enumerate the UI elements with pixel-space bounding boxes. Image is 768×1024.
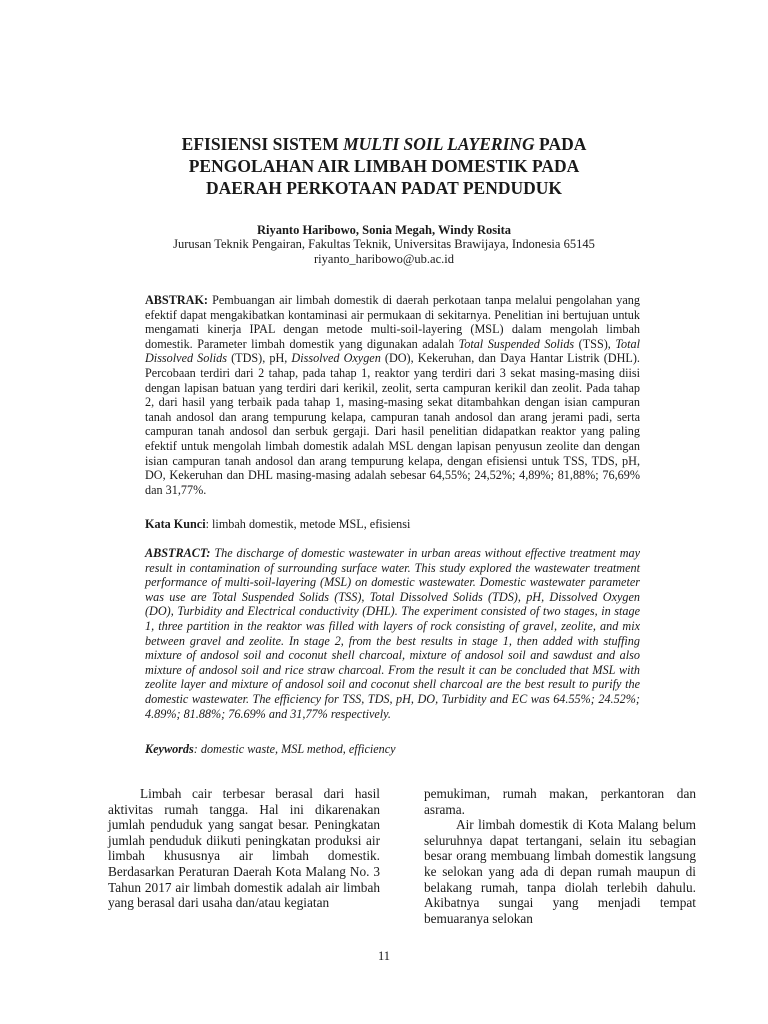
term-tss: Total Suspended Solids bbox=[458, 336, 575, 351]
affiliation-block bbox=[100, 237, 668, 267]
abstract-english: ABSTRACT: The discharge of domestic wastewater in urban areas without effective treatment may result in contamination of surrounding surface water. This study explored the wastewater treatment performance of multi-soil-layering (MSL) on domestic wastewater. Domestic wastewater parameter was use are Total Suspended Solids (TSS), Total Dissolved Solids (TDS), pH, Dissolved Oxygen (DO), Turbidity and Electrical conductivity (DHL). The experiment consisted of two stages, in stage 1, three partition in the reaktor was filled with layers of rock consisting of gravel, zeolite, and mix between gravel and zeolite. In stage 2, from the best results in stage 1, then added with stuffing mixture of andosol soil and coconut shell charcoal, mixture of andosol soil and sawdust and also mixture of andosol soil and rice straw charcoal. From the result it can be concluded that MSL with zeolite layer and mixture of andosol soil and coconut shell charcoal are the best result to purify the domestic wastewater. The efficiency for TSS, TDS, pH, DO, Turbidity and EC was 64.55%; 24.52%; 4.89%; 81.88%; 76.69% and 31,77% respectively. bbox=[145, 546, 640, 721]
keywords: Keywords: domestic waste, MSL method, efficiency bbox=[145, 742, 396, 756]
kata-kunci: Kata Kunci: limbah domestik, metode MSL, efisiensi bbox=[145, 517, 411, 531]
affiliation: Jurusan Teknik Pengairan, Fakultas Teknik, Universitas Brawijaya, Indonesia 65145 bbox=[173, 237, 595, 251]
body-paragraph: pemukiman, rumah makan, perkantoran dan asrama. bbox=[424, 786, 696, 817]
body-paragraph: Air limbah domestik di Kota Malang belum seluruhnya dapat tertangani, selain itu sebagian besar orang membuang limbah domestik langsung ke selokan yang ada di depan rumah maupun di belakang rumah, tanpa diolah terlebih dahulu. Akibatnya sungai yang menjadi tempat bemuaranya selokan bbox=[424, 817, 696, 926]
title-italic-term: MULTI SOIL LAYERING bbox=[343, 134, 535, 154]
abstract-indonesian: ABSTRAK: Pembuangan air limbah domestik di daerah perkotaan tanpa melalui pengolahan yang efektif dapat mengakibatkan kontaminasi air permukaan di sekitarnya. Penelitian ini bertujuan untuk mengamati kinerja IPAL dengan metode multi-soil-layering (MSL) dalam mengolah limbah domestik. Parameter limbah domestik yang digunakan adalah Total Suspended Solids (TSS), Total Dissolved Solids (TDS), pH, Dissolved Oxygen (DO), Kekeruhan, dan Daya Hantar Listrik (DHL). Percobaan terdiri dari 2 tahap, pada tahap 1, reaktor yang terdiri dari 3 sekat masing-masing diisi dengan lapisan batuan yang terdiri dari kerikil, zeolit, serta campuran kerikil dan zeolit. Pada tahap 2, dari hasil yang terbaik pada tahap 1, masing-masing sekat ditambahkan dengan isian campuran tanah andosol dan arang tempurung kelapa, campuran tanah andosol dan arang jerami padi, serta campuran tanah andosol dan serbuk gergaji. Dari hasil penelitian didapatkan reaktor yang paling efektif untuk mengolah limbah domestik adalah MSL dengan lapisan penyusun zeolite dan dengan isian campuran tanah andosol dan arang tempurung kelapa, dengan efisiensi untuk TSS, TDS, pH, DO, Kekeruhan dan DHL masing-masing adalah sebesar 64,55%; 24,52%; 4,89%; 81,88%; 76,69% dan 31,77%. bbox=[145, 293, 640, 497]
author-email: riyanto_haribowo@ub.ac.id bbox=[314, 252, 454, 266]
body-column-left bbox=[108, 786, 380, 911]
keywords-label: Keywords bbox=[145, 742, 194, 756]
kata-kunci-label: Kata Kunci bbox=[145, 517, 206, 531]
abstract-label: ABSTRACT: bbox=[145, 546, 211, 560]
page-number: 11 bbox=[377, 949, 391, 963]
term-tds: Total Dissolved Solids bbox=[145, 336, 640, 366]
abstrak-label: ABSTRAK: bbox=[145, 293, 208, 307]
body-paragraph: Limbah cair terbesar berasal dari hasil aktivitas rumah tangga. Hal ini dikarenakan jumlah penduduk yang sangat besar. Peningkatan jumlah penduduk diikuti peningkatan produksi air limbah khususnya air limbah domestik. Berdasarkan Peraturan Daerah Kota Malang No. 3 Tahun 2017 air limbah domestik adalah air limbah yang berasal dari usaha dan/atau kegiatan bbox=[108, 786, 380, 911]
body-column-right bbox=[424, 786, 696, 926]
term-do: Dissolved Oxygen bbox=[291, 351, 381, 366]
title-line-2: PENGOLAHAN AIR LIMBAH DOMESTIK PADA bbox=[188, 156, 580, 176]
paper-title bbox=[120, 133, 648, 199]
author-list: Riyanto Haribowo, Sonia Megah, Windy Rosita bbox=[256, 223, 512, 237]
title-line-3: DAERAH PERKOTAAN PADAT PENDUDUK bbox=[206, 178, 562, 198]
title-line-1: EFISIENSI SISTEM MULTI SOIL LAYERING PADA bbox=[181, 134, 587, 154]
